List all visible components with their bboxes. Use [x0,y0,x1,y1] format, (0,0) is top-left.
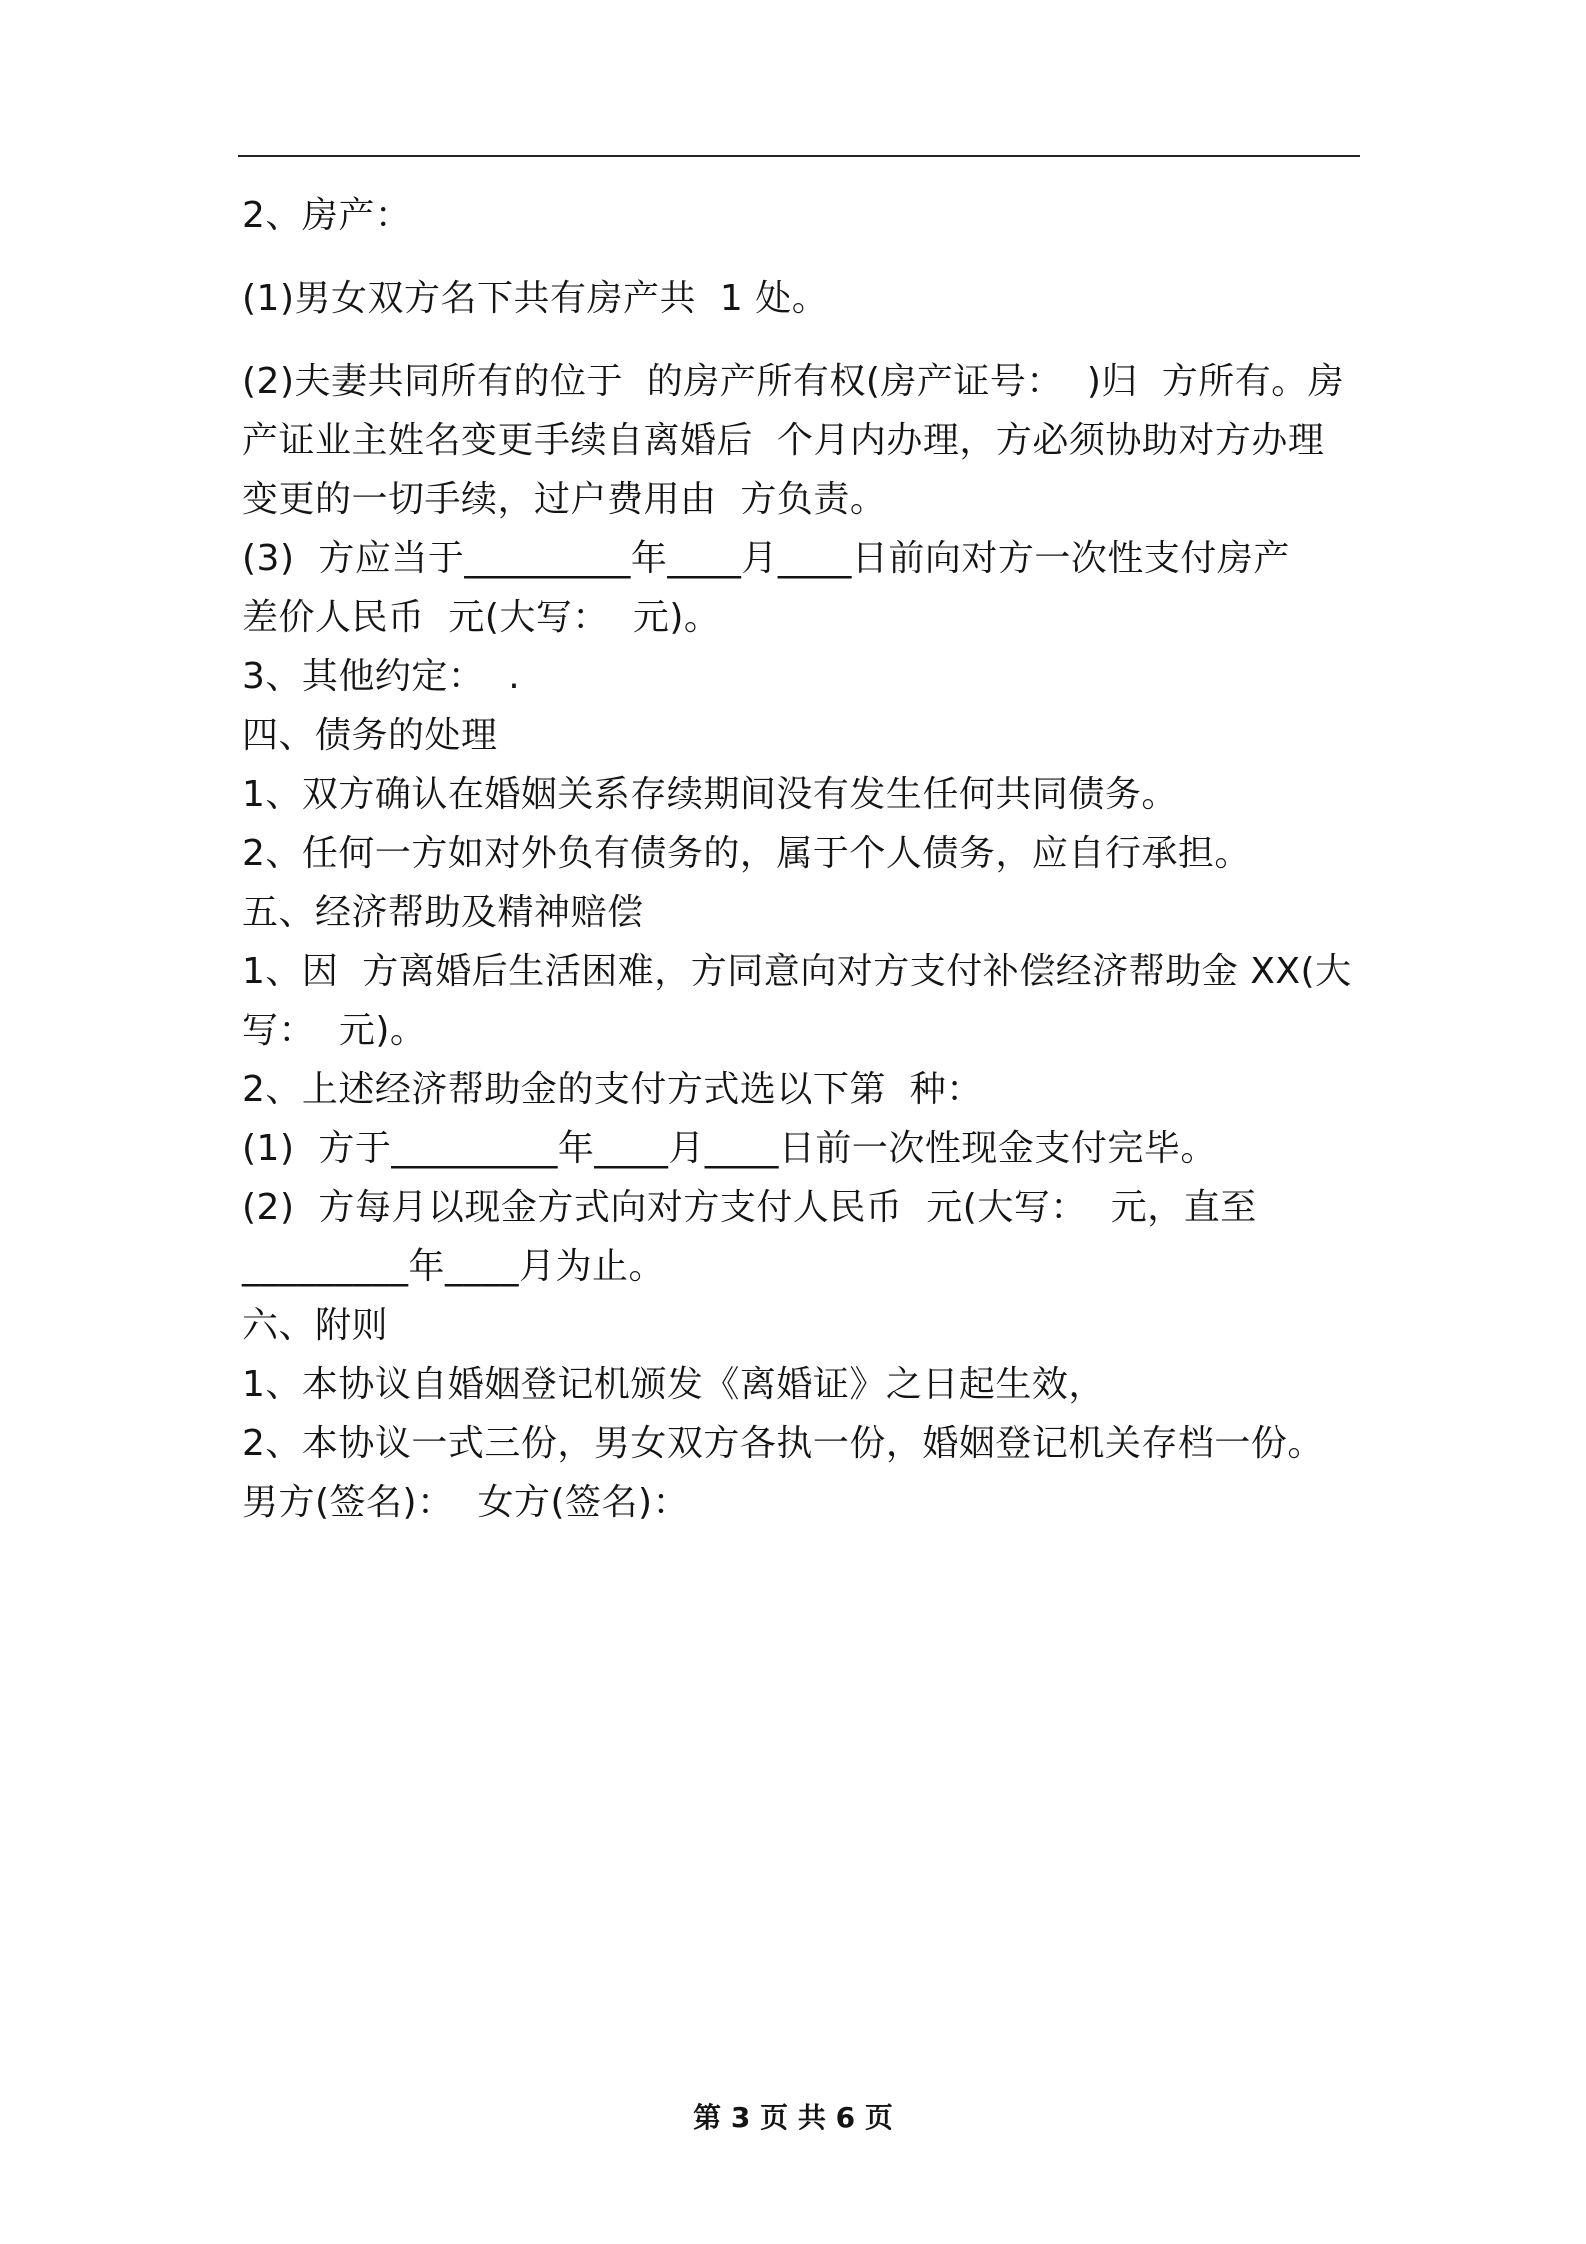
clause-compensation-1-cont: 写： 元)。 [242,1010,427,1051]
clause-property-ownership: (2)夫妻共同所有的位于 的房产所有权(房产证号： )归 方所有。房 [242,361,1345,402]
clause-compensation-1: 1、因 方离婚后生活困难，方同意向对方支付补偿经济帮助金 XX(大 [242,951,1352,992]
signature-line: 男方(签名)： 女方(签名)： [242,1482,690,1523]
heading-debt: 四、债务的处理 [242,715,498,756]
clause-property-payment: (3) 方应当于_________年____月____日前向对方一次性支付房产 [242,538,1290,579]
clause-property-payment-2: 差价人民币 元(大写： 元)。 [242,597,721,638]
clause-property-count: (1)男女双方名下共有房产共 1 处。 [242,278,829,319]
section-item-other: 3、其他约定： . [242,656,521,697]
clause-debt-1: 1、双方确认在婚姻关系存续期间没有发生任何共同债务。 [242,774,1178,815]
clause-compensation-2: 2、上述经济帮助金的支付方式选以下第 种： [242,1069,983,1110]
clause-supplementary-2: 2、本协议一式三份，男女双方各执一份，婚姻登记机关存档一份。 [242,1423,1324,1464]
section-item-property: 2、房产： [242,195,412,236]
clause-compensation-option-2: (2) 方每月以现金方式向对方支付人民币 元(大写： 元，直至 [242,1187,1257,1228]
clause-debt-2: 2、任何一方如对外负有债务的，属于个人债务，应自行承担。 [242,833,1251,874]
clause-property-ownership-2: 产证业主姓名变更手续自离婚后 个月内办理，方必须协助对方办理 [242,420,1325,461]
document-body [242,195,1362,1524]
heading-supplementary: 六、附则 [242,1305,389,1346]
clause-compensation-option-1: (1) 方于_________年____月____日前一次性现金支付完毕。 [242,1128,1217,1169]
page-indicator: 第 3 页 共 6 页 [693,2101,893,2134]
heading-compensation: 五、经济帮助及精神赔偿 [242,892,644,933]
clause-supplementary-1: 1、本协议自婚姻登记机颁发《离婚证》之日起生效， [242,1364,1105,1405]
header-rule [238,155,1360,157]
clause-property-ownership-3: 变更的一切手续，过户费用由 方负责。 [242,479,887,520]
clause-compensation-option-2-cont: _________年____月为止。 [242,1246,666,1287]
